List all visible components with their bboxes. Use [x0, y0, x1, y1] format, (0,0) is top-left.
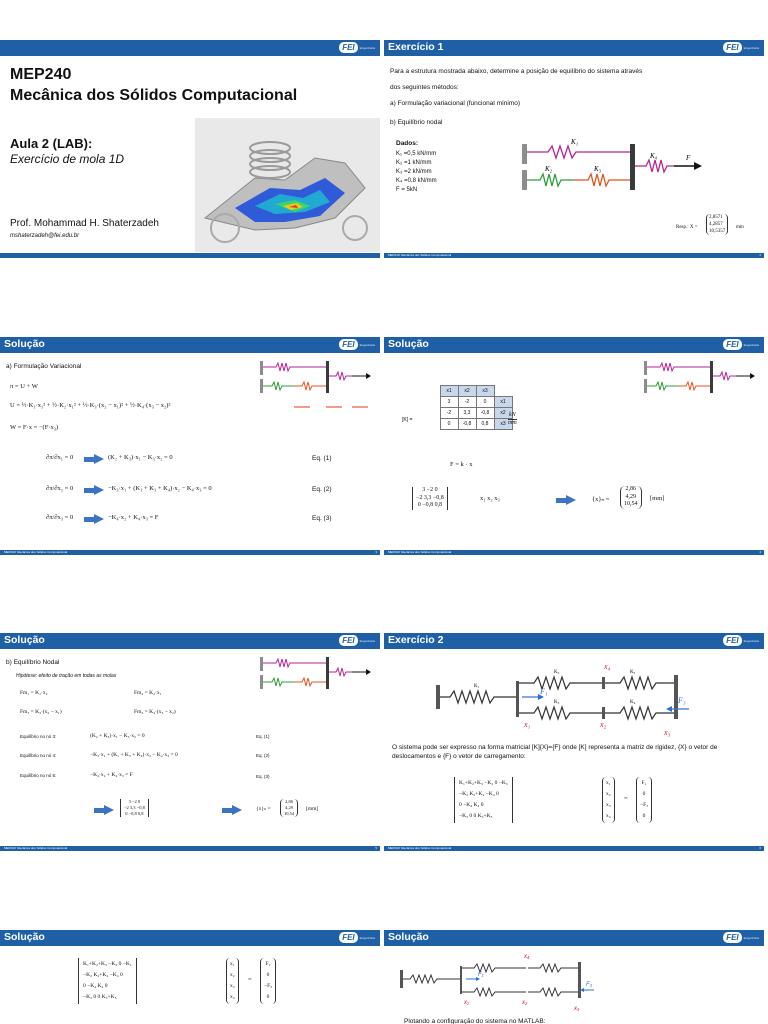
slide-title: Solução: [4, 338, 45, 350]
svg-text:K₂: K₂: [554, 670, 560, 675]
stiffness-matrix: K₁+K₂+K₃ −K₂ 0 −K₃ −K₂ K₂+K₄ −K₄ 0 0 −K₄ K₄ 0 −K₃ 0 0 K₃+K₅: [454, 777, 513, 823]
svg-text:F: F: [686, 154, 691, 162]
slide-header: [0, 337, 380, 353]
spring-system-thumbnail: [642, 357, 760, 417]
svg-text:x₁: x₁: [524, 720, 531, 729]
svg-text:K₁: K₁: [474, 684, 480, 689]
slide-title: Exercício 1: [388, 41, 444, 53]
result-vector: 2,86 4,29 10,54: [620, 486, 642, 509]
label-k1: K₁: [571, 138, 579, 146]
subheading: a) Formulação Variacional: [6, 363, 82, 370]
eq-label-2: Eq. (2): [312, 486, 332, 493]
svg-text:x₁: x₁: [464, 1000, 469, 1006]
fm2: Fm₂ = K₂·x₁: [134, 690, 162, 696]
statement-line-1: Para a estrutura mostrada abaixo, determine a posição de equilíbrio do sistema através: [390, 68, 643, 75]
result-1: (K₂ + K₃)·x₁ − K₃·x₂ = 0: [108, 454, 173, 461]
slide-solution-variational: [0, 337, 380, 555]
answer-label: Resp.: X =: [676, 225, 698, 230]
spring-system-thumbnail: [258, 357, 376, 417]
subheading: b) Equilíbrio Nodal: [6, 659, 60, 666]
spring-system-2-thumbnail: [398, 950, 598, 1012]
svg-text:x₄: x₄: [604, 662, 611, 671]
svg-text:x₃: x₃: [574, 1006, 580, 1012]
course-name: Mecânica dos Sólidos Computacional: [10, 87, 298, 104]
svg-text:x₂: x₂: [600, 720, 607, 729]
svg-text:F₁: F₁: [540, 687, 548, 696]
slide-solution-matrix: [384, 337, 764, 555]
svg-text:K₃: K₃: [594, 165, 602, 173]
slide-title: Exercício 2: [388, 634, 444, 646]
displacement-vector: x₁ x₂ x₃ x₄: [226, 958, 239, 1004]
svg-text:F₁: F₁: [478, 972, 484, 978]
result-3: −K₄·x₂ + K₄·x₃ = F: [108, 514, 159, 521]
slide-solution-nodal: [0, 633, 380, 851]
stiffness-matrix: K₁+K₂+K₃ −K₂ 0 −K₁ −K₂ K₂+K₄ −K₄ 0 0 −K₄ K₄ 0 −K₃ 0 0 K₃+K₅: [78, 958, 137, 1004]
k-matrix-label: [K] =: [402, 417, 413, 423]
fkx-equation: F = k · x: [450, 461, 473, 468]
course-code: MEP240: [10, 66, 72, 83]
answer-unit: mm: [736, 225, 744, 230]
method-b: b) Equilíbrio nodal: [390, 119, 443, 126]
data-k1: K₁ =0,5 kN/mm: [396, 151, 437, 157]
eq-pi: π = U + W: [10, 383, 38, 390]
svg-text:F₃: F₃: [586, 982, 593, 988]
stiffness-table: x1 x2 x3 3 -2 0 x1 -2 3,3 -0,8 x2 0 -0,8 0,8 x3: [422, 385, 513, 430]
svg-text:x₄: x₄: [524, 954, 530, 960]
slide-header: [384, 337, 764, 353]
k-unit: kN mm: [508, 412, 517, 426]
derivative-3: ∂π/∂x₃ = 0: [46, 514, 74, 521]
arrow-icon: [94, 514, 104, 524]
derivative-1: ∂π/∂x₁ = 0: [46, 454, 74, 461]
data-heading: Dados:: [396, 140, 419, 147]
arrow-icon: [94, 454, 104, 464]
eq-u: U = ½·K₁·x₁² + ½·K₂·x₁² + ½·K₃·(x₂ − x₁)² + ½·K₄·(x₃ − x₂)²: [10, 402, 171, 409]
equals-sign: =: [248, 976, 252, 983]
node-4-label: Equilíbrio no nó 4:: [20, 753, 57, 758]
svg-text:K₄: K₄: [650, 152, 658, 160]
eq-label-3: Eq. (3): [256, 774, 270, 779]
derivative-2: ∂π/∂x₂ = 0: [46, 485, 74, 492]
data-force: F = 5kN: [396, 187, 418, 193]
hypothesis: Hipótese: efeito de tração em todas as molas: [16, 673, 117, 679]
fm3: Fm₃ = K₃·(x₂ − x₁): [20, 709, 62, 715]
slide-title: Solução: [4, 634, 45, 646]
matlab-caption: Plotando a configuração do sistema no MATLAB:: [404, 1018, 546, 1024]
result-vector: 2,86 4,29 10,54: [280, 799, 298, 817]
professor-email: mshaterzadeh@fei.edu.br: [10, 233, 80, 239]
slide-footer: MEP240: Mecânica dos Sólidos Computacional 5: [0, 846, 380, 851]
load-vector: F₁ 0 −F₃ 0: [636, 777, 652, 823]
matrix-equation: 3 −2 0 −2 3,3 −0,8 0 −0,8 0,8: [412, 487, 448, 510]
node-3-label: Equilíbrio no nó 3:: [20, 734, 57, 739]
slide-solution-matlab: [384, 930, 764, 1024]
svg-text:K₅: K₅: [630, 670, 636, 675]
matrix-equation: 3 −2 0 −2 3,3 −0,8 0 −0,8 0,8: [120, 799, 149, 817]
result-unit: [mm]: [650, 495, 665, 502]
fea-model-image: [195, 118, 380, 252]
slide-header: [0, 633, 380, 649]
displacement-vector: x₁ x₂ x₃ x₄: [602, 777, 615, 823]
result-label: {x}ₙ =: [592, 496, 610, 503]
node-4-eq: −K₃·x₁ + (K₁ + K₃ + K₄)·x₂ − K₄·x₃ = 0: [90, 752, 178, 758]
slide-header: [0, 930, 380, 946]
slide-header: [384, 633, 764, 649]
slide-title: Solução: [4, 931, 45, 943]
arrow-icon: [94, 485, 104, 495]
node-3-eq: (K₂ + K₃)·x₁ − K₃·x₂ = 0: [90, 733, 145, 739]
svg-text:K₄: K₄: [630, 700, 636, 705]
node-5-label: Equilíbrio no nó 5:: [20, 773, 57, 778]
fei-logo: FEI Engenharia: [723, 635, 759, 646]
arrow-icon: [566, 495, 576, 505]
lesson-title: Aula 2 (LAB):: [10, 136, 93, 151]
eq-label-1: Eq. (1): [256, 734, 270, 739]
slide-exercise-1: [384, 40, 764, 258]
fei-logo: FEI Engenharia: [723, 42, 759, 53]
lesson-subtitle: Exercício de mola 1D: [10, 152, 125, 166]
slide-header: [0, 40, 380, 56]
method-a: a) Formulação variacional (funcional mínimo): [390, 100, 521, 107]
fei-logo: FEI Engenharia: [339, 932, 375, 943]
fei-logo: FEI Engenharia: [339, 42, 375, 53]
result-2: −K₃·x₁ + (K₁ + K₃ + K₄)·x₂ − K₄·x₃ = 0: [108, 485, 212, 492]
result-unit: [mm]: [306, 806, 319, 812]
load-vector: F₁ 0 −F₃ 0: [260, 958, 276, 1004]
exercise-2-text: O sistema pode ser expresso na forma matricial [K]{X}={F} onde [K] representa a matriz de rigidez, {X} o vetor de deslocamentos e {F} o vetor de carregamento:: [392, 744, 718, 760]
slide-solution-ex2: [0, 930, 380, 1024]
equals-sign: =: [624, 795, 628, 802]
svg-text:F₃: F₃: [678, 696, 686, 705]
fei-logo: FEI Engenharia: [723, 339, 759, 350]
slide-footer: MEP240: Mecânica dos Sólidos Computacional 4: [384, 550, 764, 555]
fei-logo: FEI Engenharia: [339, 339, 375, 350]
svg-text:x₂: x₂: [522, 1000, 528, 1006]
arrow-icon: [232, 805, 242, 815]
data-k3: K₃ =2 kN/mm: [396, 169, 432, 175]
data-k4: K₄ =0,8 kN/mm: [396, 178, 437, 184]
professor-name: Prof. Mohammad H. Shaterzadeh: [10, 218, 159, 229]
arrow-icon: [104, 805, 114, 815]
slide-title: [0, 40, 380, 258]
spring-system-thumbnail: [258, 653, 376, 713]
svg-text:x₃: x₃: [664, 728, 671, 737]
slide-header: [384, 930, 764, 946]
fm1: Fm₁ = K₁·x₂: [20, 690, 48, 696]
eq-w: W = F·x = −(F·x₃): [10, 424, 59, 431]
matrix-x-vector: x₁ x₂ x₃: [480, 495, 500, 502]
eq-label-2: Eq. (2): [256, 753, 270, 758]
eq-label-1: Eq. (1): [312, 455, 332, 462]
slide-footer: MEP240: Mecânica dos Sólidos Computacional 6: [384, 846, 764, 851]
slide-header: [384, 40, 764, 56]
slide-title: Solução: [388, 338, 429, 350]
eq-label-3: Eq. (3): [312, 515, 332, 522]
slide-footer: MEP240: Mecânica dos Sólidos Computacional 3: [0, 550, 380, 555]
spring-system-2-diagram: [434, 659, 694, 739]
svg-text:K₃: K₃: [554, 700, 560, 705]
answer-vector: 2,8571 4,2857 10,5357: [706, 214, 728, 235]
statement-line-2: dos seguintes métodos:: [390, 84, 459, 91]
slide-footer: MEP240: Mecânica dos Sólidos Computacional 2: [384, 253, 764, 258]
fei-logo: FEI Engenharia: [723, 932, 759, 943]
slide-footer: [0, 253, 380, 258]
fei-logo: FEI Engenharia: [339, 635, 375, 646]
slide-exercise-2: [384, 633, 764, 851]
data-k2: K₂ =1 kN/mm: [396, 160, 432, 166]
spring-system-diagram: [518, 138, 708, 198]
node-5-eq: −K₄·x₂ + K₄·x₃ = F: [90, 772, 133, 778]
slide-title: Solução: [388, 931, 429, 943]
result-label: {x}ₙ =: [256, 806, 271, 812]
svg-text:K₂: K₂: [545, 165, 553, 173]
fm4: Fm₄ = K₄·(x₃ − x₂): [134, 709, 176, 715]
